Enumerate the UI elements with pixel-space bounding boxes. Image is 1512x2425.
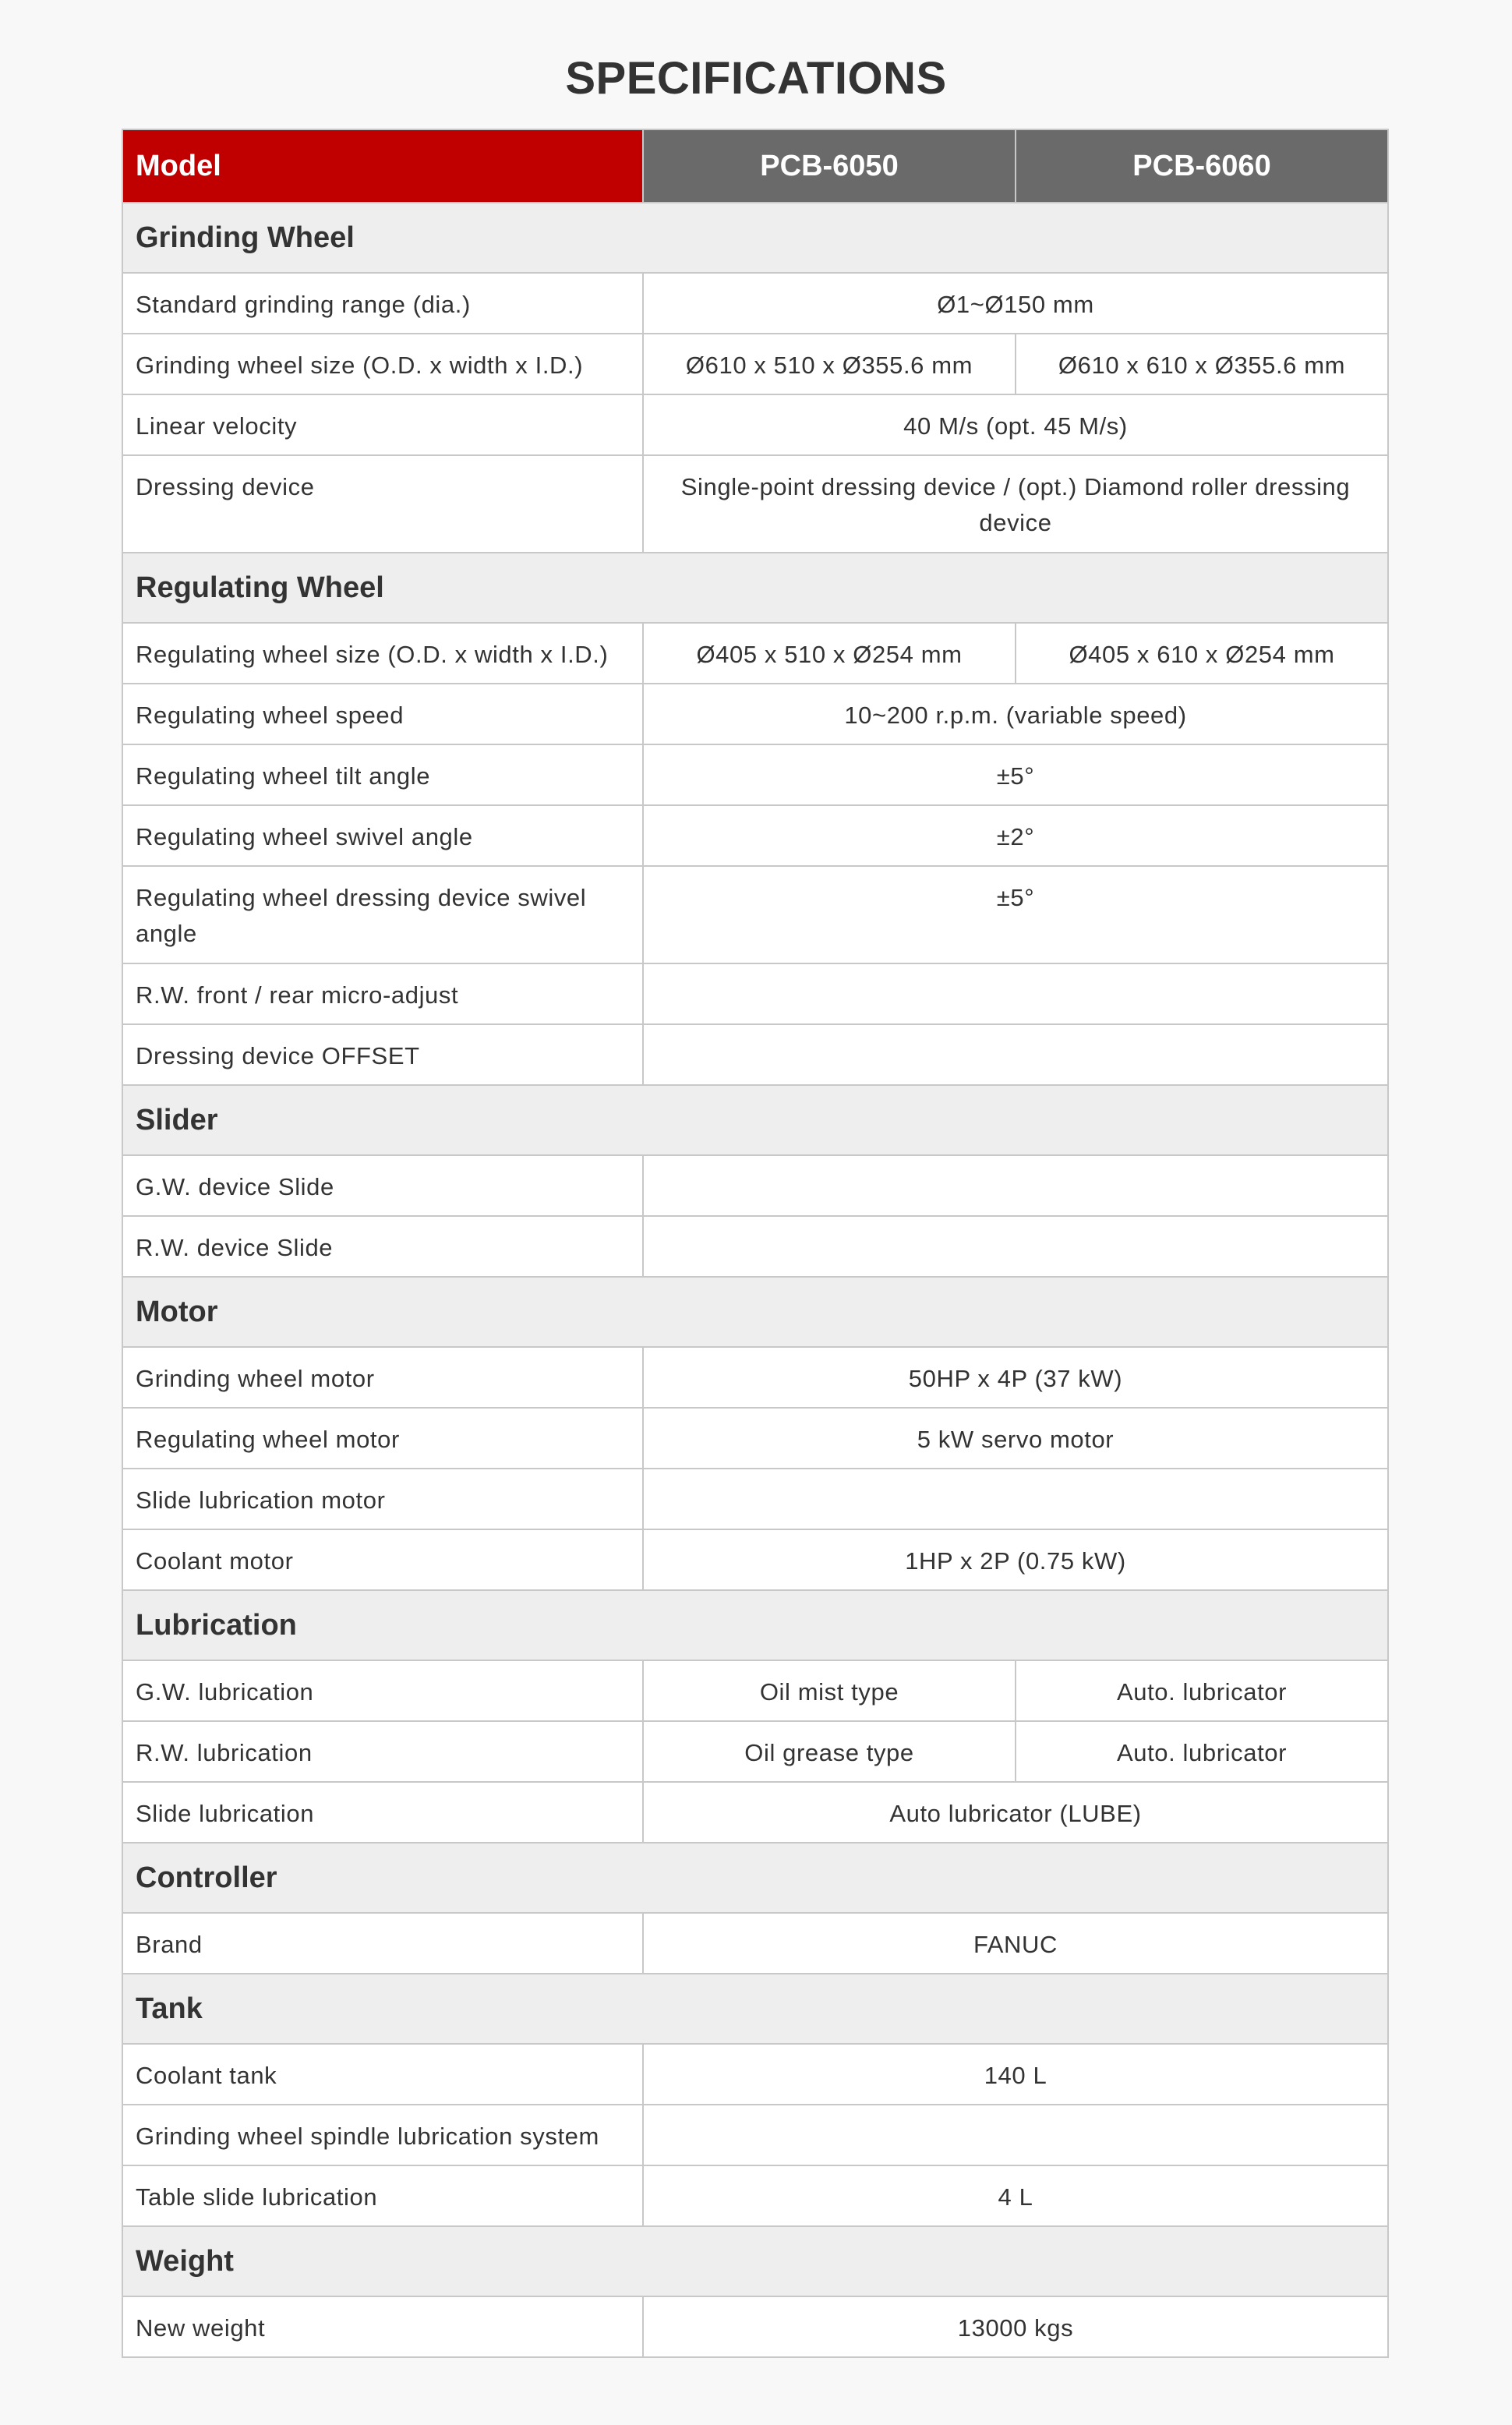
table-row — [122, 963, 1388, 1024]
spec-label: Dressing device — [122, 455, 643, 553]
spec-value: 140 L — [643, 2044, 1388, 2105]
spec-value: Single-point dressing device / (opt.) Diamond roller dressing device — [643, 455, 1388, 553]
table-row — [122, 744, 1388, 805]
section-row-slider — [122, 1085, 1388, 1155]
spec-label: Brand — [122, 1913, 643, 1974]
spec-label: Coolant motor — [122, 1529, 643, 1590]
spec-value: 5 kW servo motor — [643, 1408, 1388, 1469]
model-header: Model — [122, 129, 643, 203]
table-row — [122, 684, 1388, 744]
section-row-grinding-wheel — [122, 203, 1388, 273]
table-row — [122, 1469, 1388, 1529]
table-row — [122, 1024, 1388, 1085]
model-pcb-6050-header: PCB-6050 — [643, 129, 1016, 203]
page-title: SPECIFICATIONS — [565, 53, 947, 104]
table-row — [122, 2165, 1388, 2226]
section-row-motor — [122, 1277, 1388, 1347]
table-row — [122, 2044, 1388, 2105]
spec-value-pcb-6050: Ø610 x 510 x Ø355.6 mm — [643, 334, 1016, 394]
spec-value — [643, 963, 1388, 1024]
section-title: Lubrication — [122, 1590, 1388, 1660]
table-row — [122, 334, 1388, 394]
table-row — [122, 1155, 1388, 1216]
spec-label: Grinding wheel spindle lubrication system — [122, 2105, 643, 2165]
spec-value-pcb-6050: Oil mist type — [643, 1660, 1016, 1721]
table-row — [122, 1913, 1388, 1974]
table-row — [122, 805, 1388, 866]
spec-value-pcb-6060: Auto. lubricator — [1016, 1660, 1388, 1721]
spec-label: Table slide lubrication — [122, 2165, 643, 2226]
spec-label: Coolant tank — [122, 2044, 643, 2105]
section-row-regulating-wheel — [122, 553, 1388, 623]
table-row — [122, 1782, 1388, 1843]
spec-value: FANUC — [643, 1913, 1388, 1974]
section-title: Regulating Wheel — [122, 553, 1388, 623]
spec-label: Slide lubrication motor — [122, 1469, 643, 1529]
table-row — [122, 1216, 1388, 1277]
spec-label: G.W. lubrication — [122, 1660, 643, 1721]
spec-label: Regulating wheel swivel angle — [122, 805, 643, 866]
model-pcb-6060-header: PCB-6060 — [1016, 129, 1388, 203]
spec-label: Slide lubrication — [122, 1782, 643, 1843]
spec-value — [643, 1216, 1388, 1277]
spec-label: G.W. device Slide — [122, 1155, 643, 1216]
spec-value — [643, 2105, 1388, 2165]
spec-value: 4 L — [643, 2165, 1388, 2226]
spec-label: R.W. device Slide — [122, 1216, 643, 1277]
specifications-table — [122, 129, 1389, 2358]
table-row — [122, 455, 1388, 553]
section-row-tank — [122, 1974, 1388, 2044]
spec-label: Regulating wheel tilt angle — [122, 744, 643, 805]
section-title: Motor — [122, 1277, 1388, 1347]
table-row — [122, 866, 1388, 963]
spec-value: ±5° — [643, 744, 1388, 805]
spec-label: Regulating wheel dressing device swivel angle — [122, 866, 643, 963]
table-row — [122, 1408, 1388, 1469]
spec-value — [643, 1469, 1388, 1529]
table-row — [122, 2105, 1388, 2165]
table-row — [122, 2296, 1388, 2357]
section-title: Slider — [122, 1085, 1388, 1155]
spec-label: R.W. front / rear micro-adjust — [122, 963, 643, 1024]
spec-value-pcb-6060: Ø610 x 610 x Ø355.6 mm — [1016, 334, 1388, 394]
section-title: Weight — [122, 2226, 1388, 2296]
section-title: Grinding Wheel — [122, 203, 1388, 273]
spec-label: Regulating wheel speed — [122, 684, 643, 744]
spec-value: ±2° — [643, 805, 1388, 866]
spec-label: Grinding wheel motor — [122, 1347, 643, 1408]
section-row-controller — [122, 1843, 1388, 1913]
spec-label: New weight — [122, 2296, 643, 2357]
table-row — [122, 1347, 1388, 1408]
table-header-row — [122, 129, 1388, 203]
spec-value: Auto lubricator (LUBE) — [643, 1782, 1388, 1843]
table-row — [122, 1529, 1388, 1590]
table-row — [122, 623, 1388, 684]
spec-label: Standard grinding range (dia.) — [122, 273, 643, 334]
table-row — [122, 273, 1388, 334]
spec-value: 10~200 r.p.m. (variable speed) — [643, 684, 1388, 744]
spec-label: Grinding wheel size (O.D. x width x I.D.) — [122, 334, 643, 394]
spec-value: Ø1~Ø150 mm — [643, 273, 1388, 334]
section-title: Tank — [122, 1974, 1388, 2044]
spec-value: 50HP x 4P (37 kW) — [643, 1347, 1388, 1408]
spec-value-pcb-6050: Oil grease type — [643, 1721, 1016, 1782]
spec-label: R.W. lubrication — [122, 1721, 643, 1782]
section-title: Controller — [122, 1843, 1388, 1913]
spec-value: 13000 kgs — [643, 2296, 1388, 2357]
section-row-lubrication — [122, 1590, 1388, 1660]
spec-label: Linear velocity — [122, 394, 643, 455]
spec-label: Dressing device OFFSET — [122, 1024, 643, 1085]
spec-value-pcb-6060: Ø405 x 610 x Ø254 mm — [1016, 623, 1388, 684]
spec-label: Regulating wheel motor — [122, 1408, 643, 1469]
spec-value: ±5° — [643, 866, 1388, 963]
spec-label: Regulating wheel size (O.D. x width x I.D.) — [122, 623, 643, 684]
spec-value: 40 M/s (opt. 45 M/s) — [643, 394, 1388, 455]
spec-value-pcb-6060: Auto. lubricator — [1016, 1721, 1388, 1782]
section-row-weight — [122, 2226, 1388, 2296]
spec-value — [643, 1155, 1388, 1216]
table-row — [122, 394, 1388, 455]
spec-value — [643, 1024, 1388, 1085]
spec-value: 1HP x 2P (0.75 kW) — [643, 1529, 1388, 1590]
spec-value-pcb-6050: Ø405 x 510 x Ø254 mm — [643, 623, 1016, 684]
table-row — [122, 1660, 1388, 1721]
table-row — [122, 1721, 1388, 1782]
